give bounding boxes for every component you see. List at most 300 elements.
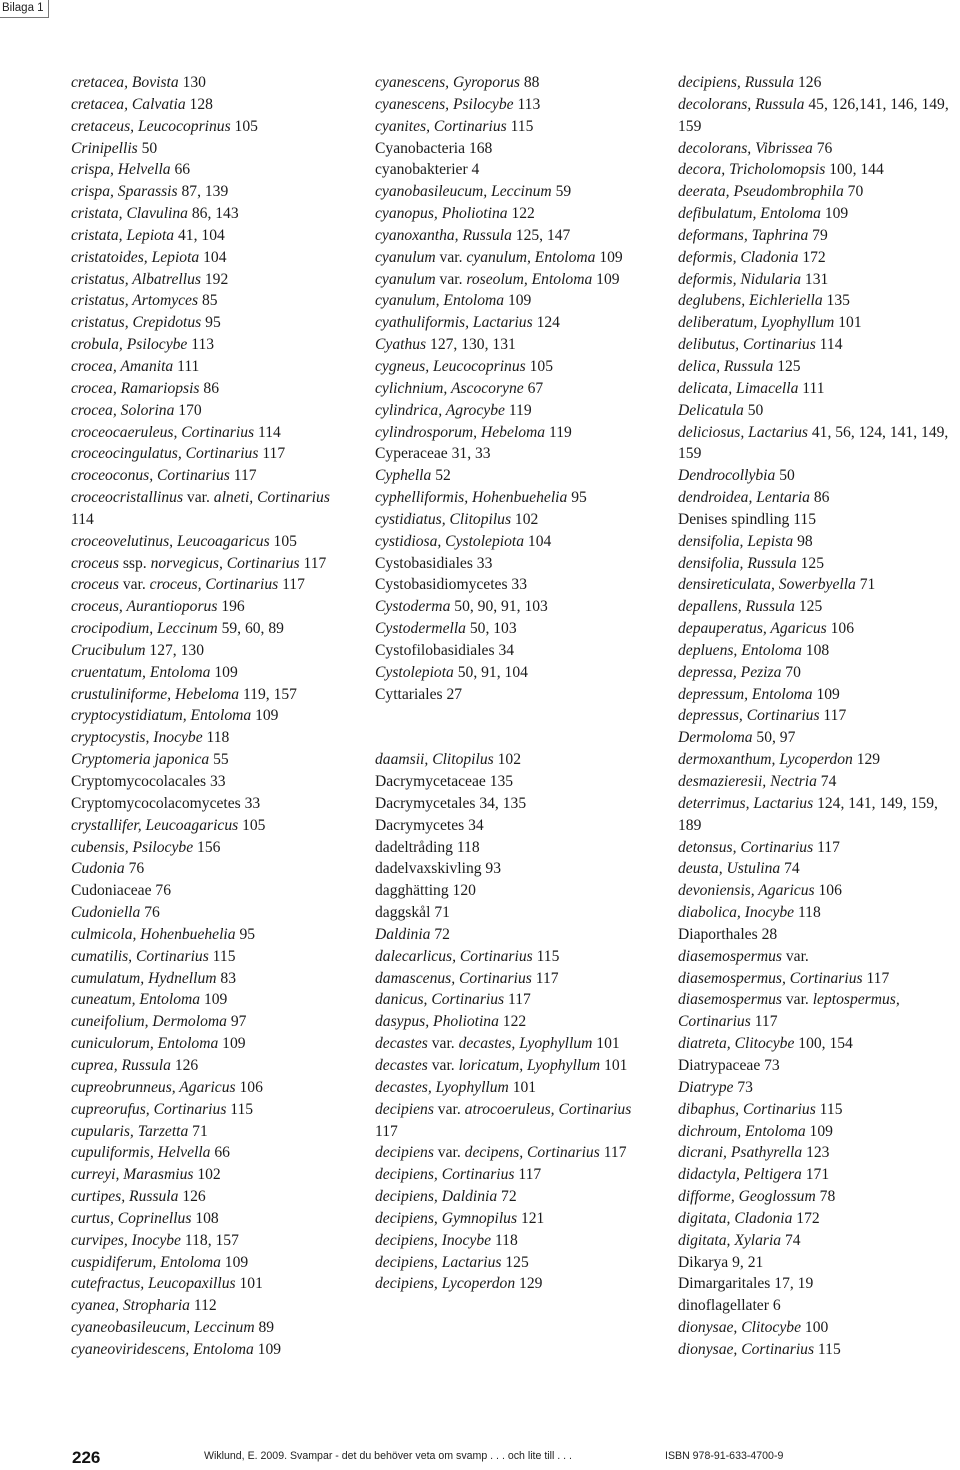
entry-tail: 78 [815, 1188, 836, 1206]
entry-lead: cubensis, [71, 838, 133, 856]
entry-lead: cyaneobasileucum, [71, 1319, 194, 1337]
index-entry [71, 422, 356, 444]
index-entry [71, 880, 356, 902]
entry-rank: var. [781, 991, 813, 1009]
entry-tail: 118 [491, 1231, 518, 1249]
entry-tail: 113 [187, 336, 215, 354]
entry-genus: Cortinarius [257, 489, 330, 507]
index-entry [71, 94, 356, 116]
entry-tail: 114 [254, 423, 281, 441]
entry-tail: 108 [191, 1209, 219, 1227]
entry-tail: 50, 90, 91, 103 [450, 598, 548, 616]
entry-genus: Pholiotina [441, 205, 508, 223]
entry-tail: 109 [805, 1122, 833, 1140]
index-entry [71, 334, 356, 356]
index-entry [678, 400, 960, 422]
entry-tail: 101 [592, 1035, 620, 1053]
entry-genus: Marasmius [123, 1166, 194, 1184]
entry-tail: 196 [217, 598, 245, 616]
entry-tail: 100 [801, 1319, 829, 1337]
entry-lead: croceocaeruleus, [71, 423, 182, 441]
entry-lead: digitata, [678, 1209, 735, 1227]
entry-tail: 50, 103 [465, 620, 517, 638]
entry-genus: Entoloma [160, 1253, 221, 1271]
entry-genus: Inocybe [153, 729, 203, 747]
entry-plain: Dikarya 9, 21 [678, 1253, 764, 1271]
index-entry [375, 574, 655, 596]
entry-genus: Hohenbuehelia [140, 925, 236, 943]
entry-lead: Diatrype [678, 1078, 734, 1096]
entry-tail: 73 [733, 1078, 753, 1096]
entry-tail: 109 [592, 270, 620, 288]
entry-tail: 70 [781, 663, 801, 681]
index-column-3 [678, 72, 960, 1361]
entry-genus: Lentaria [756, 489, 810, 507]
entry-tail: 101 [508, 1078, 537, 1096]
index-entry [71, 290, 356, 312]
entry-tail: 118, 157 [180, 1231, 239, 1249]
index-entry [375, 443, 655, 465]
entry-genus: Cystolepiota [445, 532, 525, 550]
entry-genus: Ramariopsis [120, 379, 200, 397]
entry-lead: depluens, [678, 641, 742, 659]
index-entry [71, 815, 356, 837]
index-entry [71, 968, 356, 990]
entry-lead: cyanea, [71, 1297, 123, 1315]
entry-rank: var. [118, 576, 150, 594]
index-entry [375, 138, 655, 160]
entry-genus: Nectria [770, 773, 817, 790]
entry-tail: 104 [199, 248, 227, 266]
entry-lead: delibutus, [678, 336, 743, 354]
index-entry [375, 880, 655, 902]
entry-lead2: leptospermus, [812, 991, 900, 1009]
entry-tail: 117 [862, 969, 890, 987]
entry-lead: deformis, [678, 248, 741, 266]
entry-lead: difforme, [678, 1188, 739, 1206]
entry-tail: 101 [600, 1056, 628, 1074]
entry-tail: 109 [220, 1253, 249, 1271]
index-entry [678, 858, 960, 880]
entry-lead: cyanescens, [375, 95, 453, 113]
entry-lead: decipiens, [375, 1209, 442, 1227]
entry-lead: digitata, [678, 1231, 735, 1249]
entry-lead: croceocristallinus [71, 489, 184, 507]
entry-lead: cylichnium, [375, 379, 451, 397]
index-entry [71, 1252, 356, 1274]
index-entry [678, 596, 960, 618]
page-number: 226 [72, 1448, 101, 1467]
index-entry [375, 858, 655, 880]
entry-genus: Entoloma [760, 205, 821, 223]
entry-lead: densireticulata, [678, 576, 779, 594]
entry-lead: croceus [71, 554, 119, 572]
index-entry [678, 1273, 960, 1295]
index-entry [375, 596, 655, 618]
entry-genus: Leccinum [491, 183, 552, 201]
entry-lead: cretacea, [71, 95, 132, 113]
entry-genus: Entoloma [745, 1122, 806, 1140]
entry-plain: cyanobakterier 4 [375, 161, 480, 179]
entry-lead: cuprea, [71, 1056, 122, 1074]
entry-lead2: decipens, [464, 1144, 527, 1162]
index-entry [375, 684, 655, 706]
entry-tail: 115 [208, 947, 236, 965]
entry-plain: dadelvaxskivling 93 [375, 860, 502, 878]
entry-lead: cupreobrunneus, [71, 1078, 180, 1096]
entry-genus: Cortinarius [742, 1100, 816, 1118]
entry-lead: depressa, [678, 663, 741, 681]
entry-lead: cretaceus, [71, 117, 138, 135]
index-entry [375, 902, 655, 924]
entry-genus: Lactarius [753, 794, 814, 812]
entry-genus: Cortinarius [433, 117, 507, 135]
entry-tail: 117 [813, 838, 840, 856]
entry-genus: Cladonia [740, 248, 799, 266]
index-entry [71, 989, 356, 1011]
entry-lead: cuneifolium, [71, 1013, 153, 1031]
entry-tail: 59 [551, 183, 572, 201]
entry-tail: 74 [780, 860, 800, 878]
entry-lead: decipiens [375, 1144, 434, 1162]
entry-tail: 67 [523, 379, 544, 397]
index-entry [678, 968, 960, 990]
entry-lead: daamsii, [375, 751, 433, 769]
index-entry [678, 159, 960, 181]
entry-rank: var. [435, 270, 467, 288]
entry-lead: crocipodium, [71, 620, 158, 638]
entry-tail: 86 [809, 489, 830, 507]
index-entry [71, 640, 356, 662]
entry-tail: 105 [238, 816, 266, 834]
entry-genus: Clitopilus [449, 510, 512, 528]
entry-lead: cretacea, [71, 74, 132, 91]
entry-plain: Cyperaceae 31, 33 [375, 445, 491, 463]
entry-lead: detonsus, [678, 838, 741, 856]
entry-tail: 74 [816, 773, 837, 790]
index-entry [375, 771, 655, 793]
entry-genus: Clitopilus [432, 751, 494, 769]
index-entry [71, 858, 356, 880]
index-entry [678, 356, 960, 378]
index-entry [678, 989, 960, 1033]
entry-lead: decipiens, [375, 1188, 442, 1206]
entry-tail: 117 [750, 1013, 778, 1031]
entry-lead2: decastes, [458, 1035, 520, 1053]
entry-lead: crobula, [71, 336, 127, 354]
index-entry [375, 203, 655, 225]
entry-lead: Crinipellis [71, 139, 138, 157]
index-entry [71, 727, 356, 749]
entry-genus: Agaricus [758, 882, 815, 900]
entry-tail: 172 [792, 1209, 820, 1227]
index-entry [71, 159, 356, 181]
entry-genus: Leucoagaricus [145, 816, 239, 834]
index-entry [71, 1164, 356, 1186]
entry-tail: 172 [798, 248, 826, 266]
entry-plain: daggskål 71 [375, 904, 450, 922]
entry-genus: Entoloma [139, 991, 201, 1009]
entry-lead: cylindrica, [375, 401, 446, 419]
entry-tail: 117 [299, 554, 327, 572]
entry-lead: cristatoides, [71, 248, 152, 266]
index-entry [678, 531, 960, 553]
entry-tail: 111 [173, 357, 200, 375]
entry-tail: 129 [852, 751, 881, 769]
entry-lead: decipiens, [375, 1275, 442, 1293]
entry-genus: Entoloma [190, 707, 252, 725]
index-entry [678, 290, 960, 312]
entry-lead: decastes [375, 1056, 428, 1074]
entry-lead: cristatus, [71, 314, 133, 332]
entry-genus: Peziza [740, 663, 782, 681]
entry-tail: 127, 130 [145, 641, 204, 659]
entry-genus: Leucopaxillus [148, 1275, 236, 1293]
index-entry [71, 247, 356, 269]
entry-lead: crustuliniforme, [71, 685, 175, 703]
entry-lead: cylindrosporum, [375, 423, 481, 441]
index-entry [375, 72, 655, 94]
index-entry [71, 1077, 356, 1099]
entry-tail: 50, 97 [752, 729, 796, 747]
entry-lead: decolorans, [678, 95, 756, 113]
entry-tail: 79 [808, 226, 828, 244]
entry-tail: 115 [814, 1340, 841, 1358]
entry-lead: cumulatum, [71, 969, 149, 987]
index-entry [678, 487, 960, 509]
entry-lead: delicata, [678, 379, 737, 397]
entry-genus: Tricholomopsis [729, 161, 826, 179]
index-entry [71, 465, 356, 487]
entry-genus: Cortinarius [740, 838, 814, 856]
entry-tail: 86, 143 [187, 205, 239, 223]
index-entry [375, 793, 655, 815]
entry-tail: 135 [822, 292, 850, 310]
index-entry [375, 553, 655, 575]
entry-genus: Entoloma [534, 248, 596, 266]
index-entry [375, 1273, 655, 1295]
entry-lead: Cudoniella [71, 904, 141, 922]
entry-lead: curtipes, [71, 1188, 130, 1206]
entry-tail: 50 [775, 467, 795, 485]
index-entry [71, 1142, 356, 1164]
entry-tail: 115 [532, 947, 560, 965]
entry-genus: Vibrissea [755, 139, 813, 157]
entry-plain: Cystofilobasidiales 34 [375, 641, 515, 659]
entry-tail: 109 [504, 292, 532, 310]
entry-lead: crocea, [71, 401, 121, 419]
entry-tail: 55 [209, 751, 229, 769]
entry-tail: 170 [174, 401, 202, 419]
entry-lead: croceus, [71, 598, 127, 616]
index-entry [678, 422, 960, 466]
index-entry [678, 1055, 960, 1077]
index-entry [375, 989, 655, 1011]
entry-lead: crocea, [71, 357, 121, 375]
entry-genus: Leucocoprinus [433, 357, 526, 375]
entry-tail: 59, 60, 89 [217, 620, 284, 638]
entry-genus: Pholiotina [433, 1013, 499, 1031]
entry-tail: 97 [226, 1013, 247, 1031]
entry-genus: Hohenbuehelia [472, 489, 568, 507]
index-entry [71, 771, 356, 793]
entry-tail: 83 [216, 969, 237, 987]
index-entry [375, 1055, 655, 1077]
footer-citation: Wiklund, E. 2009. Svampar - det du behöver veta om svamp . . . och lite till . . . [204, 1450, 573, 1462]
index-entry [678, 880, 960, 902]
index-entry [71, 531, 356, 553]
entry-genus: Entoloma [751, 685, 813, 703]
entry-lead: cutefractus, [71, 1275, 149, 1293]
entry-tail: 89 [254, 1319, 275, 1337]
entry-tail: 125, 147 [511, 226, 571, 244]
entry-tail: 76 [812, 139, 833, 157]
entry-genus: Hebeloma [480, 423, 546, 441]
entry-genus: Entoloma [193, 1340, 254, 1358]
entry-tail: 114 [71, 510, 94, 528]
entry-tail: 106 [814, 882, 842, 900]
entry-genus: Cortinarius [746, 707, 820, 725]
entry-genus: Cortinarius [678, 1013, 751, 1031]
entry-lead: decipiens, [375, 1253, 442, 1271]
entry-genus: Lepista [747, 532, 794, 550]
index-entry [375, 531, 655, 553]
entry-tail: 114 [815, 336, 843, 354]
entry-lead: curreyi, [71, 1166, 124, 1184]
entry-tail: 102 [193, 1166, 221, 1184]
entry-tail: 117 [599, 1144, 627, 1162]
index-entry [71, 181, 356, 203]
entry-tail: 70 [843, 183, 864, 201]
entry-tail: 111 [798, 379, 825, 397]
entry-genus: Lactarius [441, 1253, 502, 1271]
index-entry [71, 1099, 356, 1121]
entry-lead: deformis, [678, 270, 741, 288]
entry-lead: Dermoloma [678, 729, 753, 747]
entry-genus: Cortinarius [157, 467, 230, 485]
entry-tail: 192 [200, 270, 229, 288]
entry-lead: croceocingulatus, [71, 445, 186, 463]
index-entry [678, 334, 960, 356]
entry-tail: 125 [773, 357, 801, 375]
entry-lead: crispa, [71, 161, 118, 179]
entry-tail: 105 [525, 357, 554, 375]
entry-lead: diasemospermus [678, 947, 782, 965]
entry-tail: 95 [567, 489, 587, 507]
entry-lead: deterrimus, [678, 794, 754, 812]
entry-tail: 71 [855, 576, 876, 594]
entry-plain: Dacrymycetales 34, 135 [375, 794, 527, 812]
entry-tail: 72 [430, 925, 450, 943]
index-entry [71, 749, 356, 771]
entry-genus: Clitocybe [741, 1319, 801, 1337]
entry-lead: Cyathus [375, 336, 427, 354]
entry-plain: Cryptomycocolacomycetes 33 [71, 794, 261, 812]
entry-tail: 66 [210, 1144, 230, 1162]
entry-lead: Cystoderma [375, 598, 451, 616]
entry-lead: desmazieresii, [678, 773, 771, 790]
entry-lead: cristatus, [71, 270, 133, 288]
entry-tail: 121 [517, 1209, 545, 1227]
index-entry [678, 1033, 960, 1055]
index-entry [375, 1208, 655, 1230]
index-entry [678, 378, 960, 400]
index-entry [71, 574, 356, 596]
entry-lead: cupularis, [71, 1122, 138, 1140]
entry-tail: 119 [545, 423, 572, 441]
entry-lead: decipiens, [678, 74, 745, 91]
entry-lead: cyanulum [375, 248, 436, 266]
entry-tail: 118 [794, 904, 821, 922]
entry-lead: crystallifer, [71, 816, 146, 834]
entry-lead: dichroum, [678, 1122, 745, 1140]
entry-genus: Lactarius [748, 423, 808, 441]
entry-lead: diabolica, [678, 904, 745, 922]
index-entry [678, 203, 960, 225]
entry-genus: Russula [121, 1056, 171, 1074]
entry-tail: 117 [278, 576, 305, 594]
entry-genus: Leucocoprinus [137, 117, 231, 135]
entry-lead: deformans, [678, 226, 752, 244]
entry-tail: 50 [743, 401, 764, 419]
entry-lead2: cyanulum, [466, 248, 535, 266]
entry-lead: diasemospermus [678, 991, 782, 1009]
entry-tail: 109 [210, 663, 238, 681]
entry-genus: Cortinarius [153, 1100, 227, 1118]
entry-genus: Cortinarius [441, 1166, 515, 1184]
entry-tail: 115 [226, 1100, 254, 1118]
index-entry [678, 1252, 960, 1274]
entry-plain: Diaporthales 28 [678, 925, 778, 943]
entry-lead: decora, [678, 161, 730, 179]
index-entry [71, 618, 356, 640]
index-entry [71, 793, 356, 815]
index-entry [71, 1121, 356, 1143]
index-entry [678, 1295, 960, 1317]
index-entry [375, 1230, 655, 1252]
entry-tail: 95 [201, 314, 221, 332]
entry-tail: 122 [507, 205, 535, 223]
entry-lead: croceovelutinus, [71, 532, 177, 550]
entry-tail: 117 [375, 1122, 398, 1140]
index-entry [678, 662, 960, 684]
entry-lead: crispa, [71, 183, 118, 201]
entry-tail: 112 [189, 1297, 217, 1315]
index-entry [375, 1099, 655, 1143]
entry-lead: decastes, [375, 1078, 436, 1096]
entry-plain: Cryptomycocolacales 33 [71, 773, 226, 790]
index-spacer [375, 727, 655, 749]
entry-lead: Cyphella [375, 467, 432, 485]
entry-genus: Ustulina [726, 860, 781, 878]
index-entry [71, 705, 356, 727]
entry-plain: Cudoniaceae 76 [71, 882, 172, 900]
entry-tail: 117 [229, 467, 257, 485]
entry-lead: cyathuliformis, [375, 314, 473, 332]
index-entry [71, 1295, 356, 1317]
entry-tail: 71 [188, 1122, 208, 1140]
entry-genus: Clitocybe [734, 1035, 795, 1053]
entry-plain: Cyanobacteria 168 [375, 139, 493, 157]
entry-tail: 52 [431, 467, 451, 485]
entry-genus: Sparassis [117, 183, 178, 201]
entry-plain: dinoflagellater 6 [678, 1297, 781, 1315]
entry-genus: Cortinarius [789, 969, 863, 987]
entry-rank: var. [781, 947, 809, 965]
entry-lead: dasypus, [375, 1013, 434, 1031]
entry-rank: ssp. [118, 554, 151, 572]
index-entry [678, 225, 960, 247]
